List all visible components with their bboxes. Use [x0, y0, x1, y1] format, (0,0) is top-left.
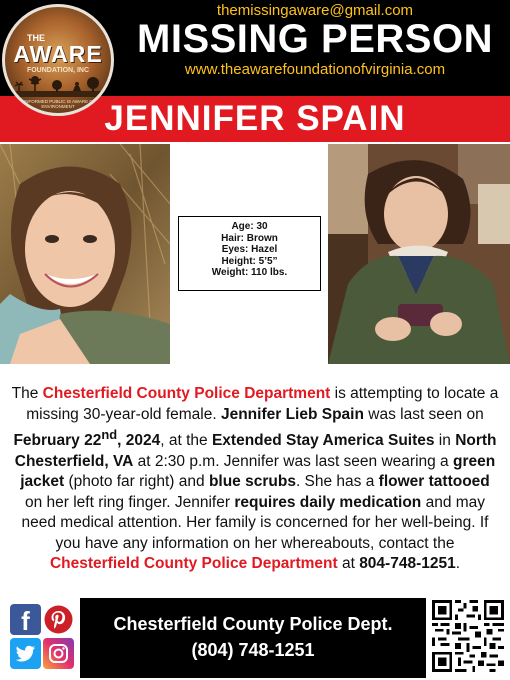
- contact-phone-number[interactable]: 804-748-1251: [359, 555, 456, 573]
- contact-email[interactable]: themissingaware@gmail.com: [216, 2, 414, 19]
- body-text-segment: The: [11, 385, 43, 402]
- body-text-segment: is attempting to locate a missing 30-year-old female.: [26, 385, 499, 423]
- instagram-glyph: [43, 638, 74, 669]
- body-text-segment: at: [337, 555, 360, 573]
- last-seen-location: Extended Stay America Suites: [211, 432, 435, 450]
- stat-hair: Hair: Brown: [221, 232, 278, 244]
- body-text-segment: on her left ring finger. Jennifer: [24, 493, 235, 511]
- stat-age: Age: 30: [231, 221, 268, 232]
- footer-contact-banner: [80, 598, 426, 678]
- footer-agency-name: Chesterfield County Police Dept.: [113, 614, 393, 634]
- photo-left-portrait: [0, 144, 170, 364]
- clothing-scrubs: blue scrubs: [208, 473, 296, 491]
- date-year: , 2024: [117, 432, 161, 450]
- last-seen-city: North Chesterfield, VA: [14, 432, 497, 470]
- date-suffix: nd: [101, 427, 118, 442]
- photo-right: [328, 144, 510, 364]
- facebook-glyph: f: [21, 606, 30, 636]
- date-text: February 22: [13, 432, 102, 450]
- last-seen-date: [13, 427, 161, 450]
- pinterest-glyph: [43, 604, 74, 635]
- footer-phone-number[interactable]: (804) 748-1251: [191, 640, 315, 660]
- body-text-segment: was last seen on: [363, 405, 484, 423]
- stat-height: Height: 5’5”: [221, 255, 278, 267]
- instagram-icon[interactable]: [43, 638, 74, 669]
- body-text-segment: .: [455, 555, 461, 573]
- logo-foundation-text: FOUNDATION, INC: [26, 67, 90, 74]
- body-text-segment: . She has a: [295, 473, 379, 491]
- twitter-icon[interactable]: [10, 638, 41, 669]
- twitter-glyph: [10, 638, 41, 669]
- photo-left: [0, 144, 170, 364]
- body-text-segment: at 2:30 p.m. Jennifer was last seen wearing a: [133, 452, 453, 470]
- logo-aware-text: AWARE: [13, 41, 103, 67]
- logo-the-text: THE: [27, 33, 45, 43]
- stat-weight: Weight: 110 lbs.: [211, 267, 288, 278]
- description-paragraph: [10, 384, 500, 575]
- missing-person-headline: MISSING PERSON: [137, 17, 493, 61]
- facebook-icon[interactable]: [10, 604, 41, 635]
- body-text-segment: (photo far right) and: [64, 473, 209, 491]
- body-text-segment: and may need medical attention. Her family is concerned for her well-being. If you have any information on her whereabouts, contact the: [21, 493, 489, 552]
- pinterest-icon[interactable]: [43, 604, 74, 635]
- logo-landscape-icon: [13, 75, 109, 97]
- foundation-website[interactable]: www.theawarefoundationofvirginia.com: [184, 61, 446, 78]
- clothing-jacket: green jacket: [20, 452, 496, 491]
- stat-eyes: Eyes: Hazel: [221, 244, 278, 255]
- photo-right-portrait: [328, 144, 510, 364]
- tattoo-mention: flower tattooed: [378, 473, 490, 491]
- logo-tagline-text: A WELL-INFORMED PUBLIC IS AWARE OF YOUR ENVIRONMENT: [6, 99, 110, 109]
- aware-foundation-logo: [2, 4, 114, 116]
- full-name-mention: Jennifer Lieb Spain: [220, 405, 364, 423]
- stats-box: [178, 216, 321, 291]
- missing-person-name: JENNIFER SPAIN: [104, 99, 406, 138]
- body-text-segment: in: [434, 432, 456, 450]
- police-department-mention: Chesterfield County Police Department: [42, 385, 331, 402]
- medication-mention: requires daily medication: [234, 493, 422, 511]
- police-department-contact: Chesterfield County Police Department: [49, 555, 338, 573]
- qr-code-icon[interactable]: [432, 600, 504, 672]
- body-text-segment: , at the: [160, 432, 212, 450]
